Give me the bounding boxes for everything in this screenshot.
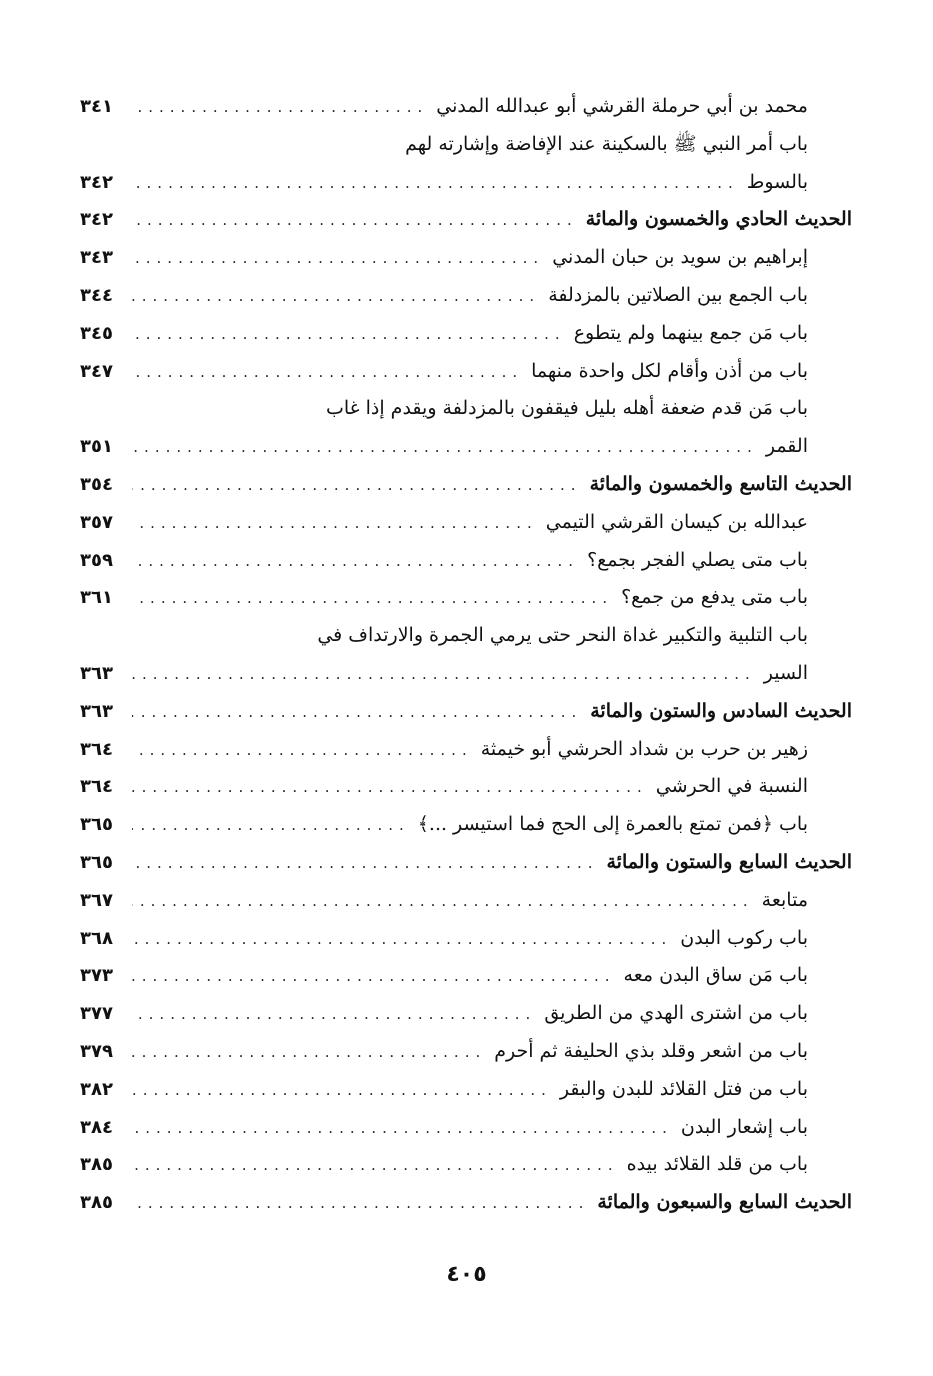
entry-page: ٣٦١ [80, 587, 113, 609]
entry-title: باب مَن ساق البدن معه [623, 964, 808, 987]
page-number: ٤٠٥ [446, 1262, 487, 1287]
entry-title: الحديث التاسع والخمسون والمائة [589, 472, 852, 495]
entry-title: الحديث السادس والستون والمائة [590, 699, 852, 722]
toc-entry [80, 315, 852, 353]
leader-dots [132, 1147, 619, 1185]
toc-entry-wrapped [80, 126, 852, 202]
entry-title-continued: القمر [765, 435, 808, 458]
toc-entry [80, 504, 852, 542]
leader-dots [132, 429, 758, 467]
entry-title: النسبة في الحرشي [655, 775, 808, 798]
toc-entry [80, 353, 852, 391]
toc-entry [80, 882, 852, 920]
leader-dots [132, 580, 613, 618]
leader-dots [132, 278, 540, 316]
table-of-contents [80, 88, 852, 1222]
entry-page: ٣٦٧ [80, 889, 113, 911]
leader-dots [132, 89, 428, 127]
entry-title: زهير بن حرب بن شداد الحرشي أبو خيمثة [480, 737, 808, 760]
leader-dots [132, 845, 599, 883]
entry-page: ٣٦٤ [80, 776, 113, 798]
leader-dots [132, 694, 582, 732]
leader-dots [132, 921, 672, 959]
entry-page: ٣٤٧ [80, 360, 113, 382]
toc-entry [80, 655, 852, 693]
entry-title: الحديث السابع والسبعون والمائة [597, 1191, 852, 1214]
entry-title: الحديث السابع والستون والمائة [606, 850, 852, 873]
entry-page: ٣٦٣ [80, 700, 113, 722]
entry-page: ٣٦٥ [80, 851, 113, 873]
entry-title: باب التلبية والتكبير غداة النحر حتى يرمي الجمرة والارتداف في [317, 624, 808, 647]
toc-entry [80, 164, 852, 202]
toc-entry [80, 768, 852, 806]
entry-title: باب من فتل القلائد للبدن والبقر [559, 1077, 808, 1100]
leader-dots [132, 958, 616, 996]
entry-page: ٣٧٧ [80, 1003, 113, 1025]
toc-entry [80, 920, 852, 958]
entry-page: ٣٤٢ [80, 171, 113, 193]
leader-dots [132, 543, 579, 581]
entry-title: باب متى يصلي الفجر بجمع؟ [587, 548, 808, 571]
entry-page: ٣٥٤ [80, 473, 113, 495]
toc-entry [80, 1033, 852, 1071]
toc-entry [80, 806, 852, 844]
leader-dots [132, 467, 582, 505]
toc-section-heading [80, 201, 852, 239]
leader-dots [132, 165, 739, 203]
entry-title: باب أمر النبي ﷺ بالسكينة عند الإفاضة وإشارته لهم [405, 132, 808, 155]
entry-title: إبراهيم بن سويد بن حبان المدني [552, 246, 808, 269]
toc-entry [80, 277, 852, 315]
toc-entry [80, 542, 852, 580]
toc-section-heading [80, 1184, 852, 1222]
toc-entry [80, 957, 852, 995]
entry-title-continued: السير [763, 661, 808, 684]
leader-dots [132, 240, 544, 278]
entry-title: الحديث الحادي والخمسون والمائة [585, 208, 852, 231]
leader-dots [132, 354, 523, 392]
entry-title: باب من قلد القلائد بيده [626, 1153, 808, 1176]
entry-page: ٣٤٣ [80, 247, 113, 269]
entry-page: ٣٧٣ [80, 965, 113, 987]
toc-entry [80, 731, 852, 769]
entry-page: ٣٨٥ [80, 1154, 113, 1176]
toc-entry [80, 428, 852, 466]
entry-title-continued: بالسوط [746, 170, 808, 193]
toc-section-heading [80, 844, 852, 882]
leader-dots [132, 732, 473, 770]
entry-title: عبدالله بن كيسان القرشي التيمي [545, 510, 808, 533]
entry-title: باب إشعار البدن [680, 1115, 808, 1138]
toc-section-heading [80, 693, 852, 731]
leader-dots [132, 883, 754, 921]
toc-entry-wrapped [80, 617, 852, 693]
entry-title: باب مَن جمع بينهما ولم يتطوع [573, 321, 808, 344]
leader-dots [132, 807, 410, 845]
leader-dots [132, 505, 538, 543]
toc-entry [80, 239, 852, 277]
toc-entry [80, 88, 852, 126]
entry-title: باب من اشعر وقلد بذي الحليفة ثم أحرم [494, 1039, 808, 1062]
entry-page: ٣٨٥ [80, 1192, 113, 1214]
toc-entry [80, 1146, 852, 1184]
entry-title: باب من أذن وأقام لكل واحدة منهما [531, 359, 808, 382]
entry-page: ٣٨٢ [80, 1078, 113, 1100]
entry-title: باب ﴿فمن تمتع بالعمرة إلى الحج فما استيسر ...﴾ [417, 813, 808, 836]
leader-dots [132, 1034, 486, 1072]
toc-entry [80, 1071, 852, 1109]
leader-dots [132, 996, 536, 1034]
entry-title: باب من اشترى الهدي من الطريق [544, 1002, 808, 1025]
toc-entry-wrapped [80, 390, 852, 466]
entry-page: ٣٧٩ [80, 1040, 113, 1062]
leader-dots [132, 316, 566, 354]
toc-entry [80, 579, 852, 617]
entry-page: ٣٦٨ [80, 927, 113, 949]
leader-dots [132, 769, 648, 807]
leader-dots [132, 202, 578, 240]
entry-title: باب مَن قدم ضعفة أهله بليل فيقفون بالمزدلفة ويقدم إذا غاب [325, 397, 808, 420]
entry-title: متابعة [761, 888, 808, 911]
entry-page: ٣٦٤ [80, 738, 113, 760]
leader-dots [132, 1072, 552, 1110]
entry-page: ٣٥٩ [80, 549, 113, 571]
entry-page: ٣٤٥ [80, 322, 113, 344]
entry-page: ٣٦٣ [80, 662, 113, 684]
toc-section-heading [80, 466, 852, 504]
entry-page: ٣٦٥ [80, 814, 113, 836]
entry-title: باب متى يدفع من جمع؟ [621, 586, 808, 609]
entry-title: باب ركوب البدن [680, 926, 808, 949]
entry-page: ٣٥١ [80, 436, 113, 458]
entry-page: ٣٤١ [80, 96, 113, 117]
toc-entry [80, 1109, 852, 1147]
entry-title: باب الجمع بين الصلاتين بالمزدلفة [548, 283, 808, 306]
toc-entry [80, 995, 852, 1033]
entry-page: ٣٨٤ [80, 1116, 113, 1138]
entry-title: محمد بن أبي حرملة القرشي أبو عبدالله المدني [436, 95, 808, 117]
entry-page: ٣٥٧ [80, 511, 113, 533]
leader-dots [132, 656, 756, 694]
leader-dots [132, 1110, 673, 1148]
leader-dots [132, 1185, 589, 1223]
entry-page: ٣٤٤ [80, 284, 113, 306]
entry-page: ٣٤٢ [80, 209, 113, 231]
